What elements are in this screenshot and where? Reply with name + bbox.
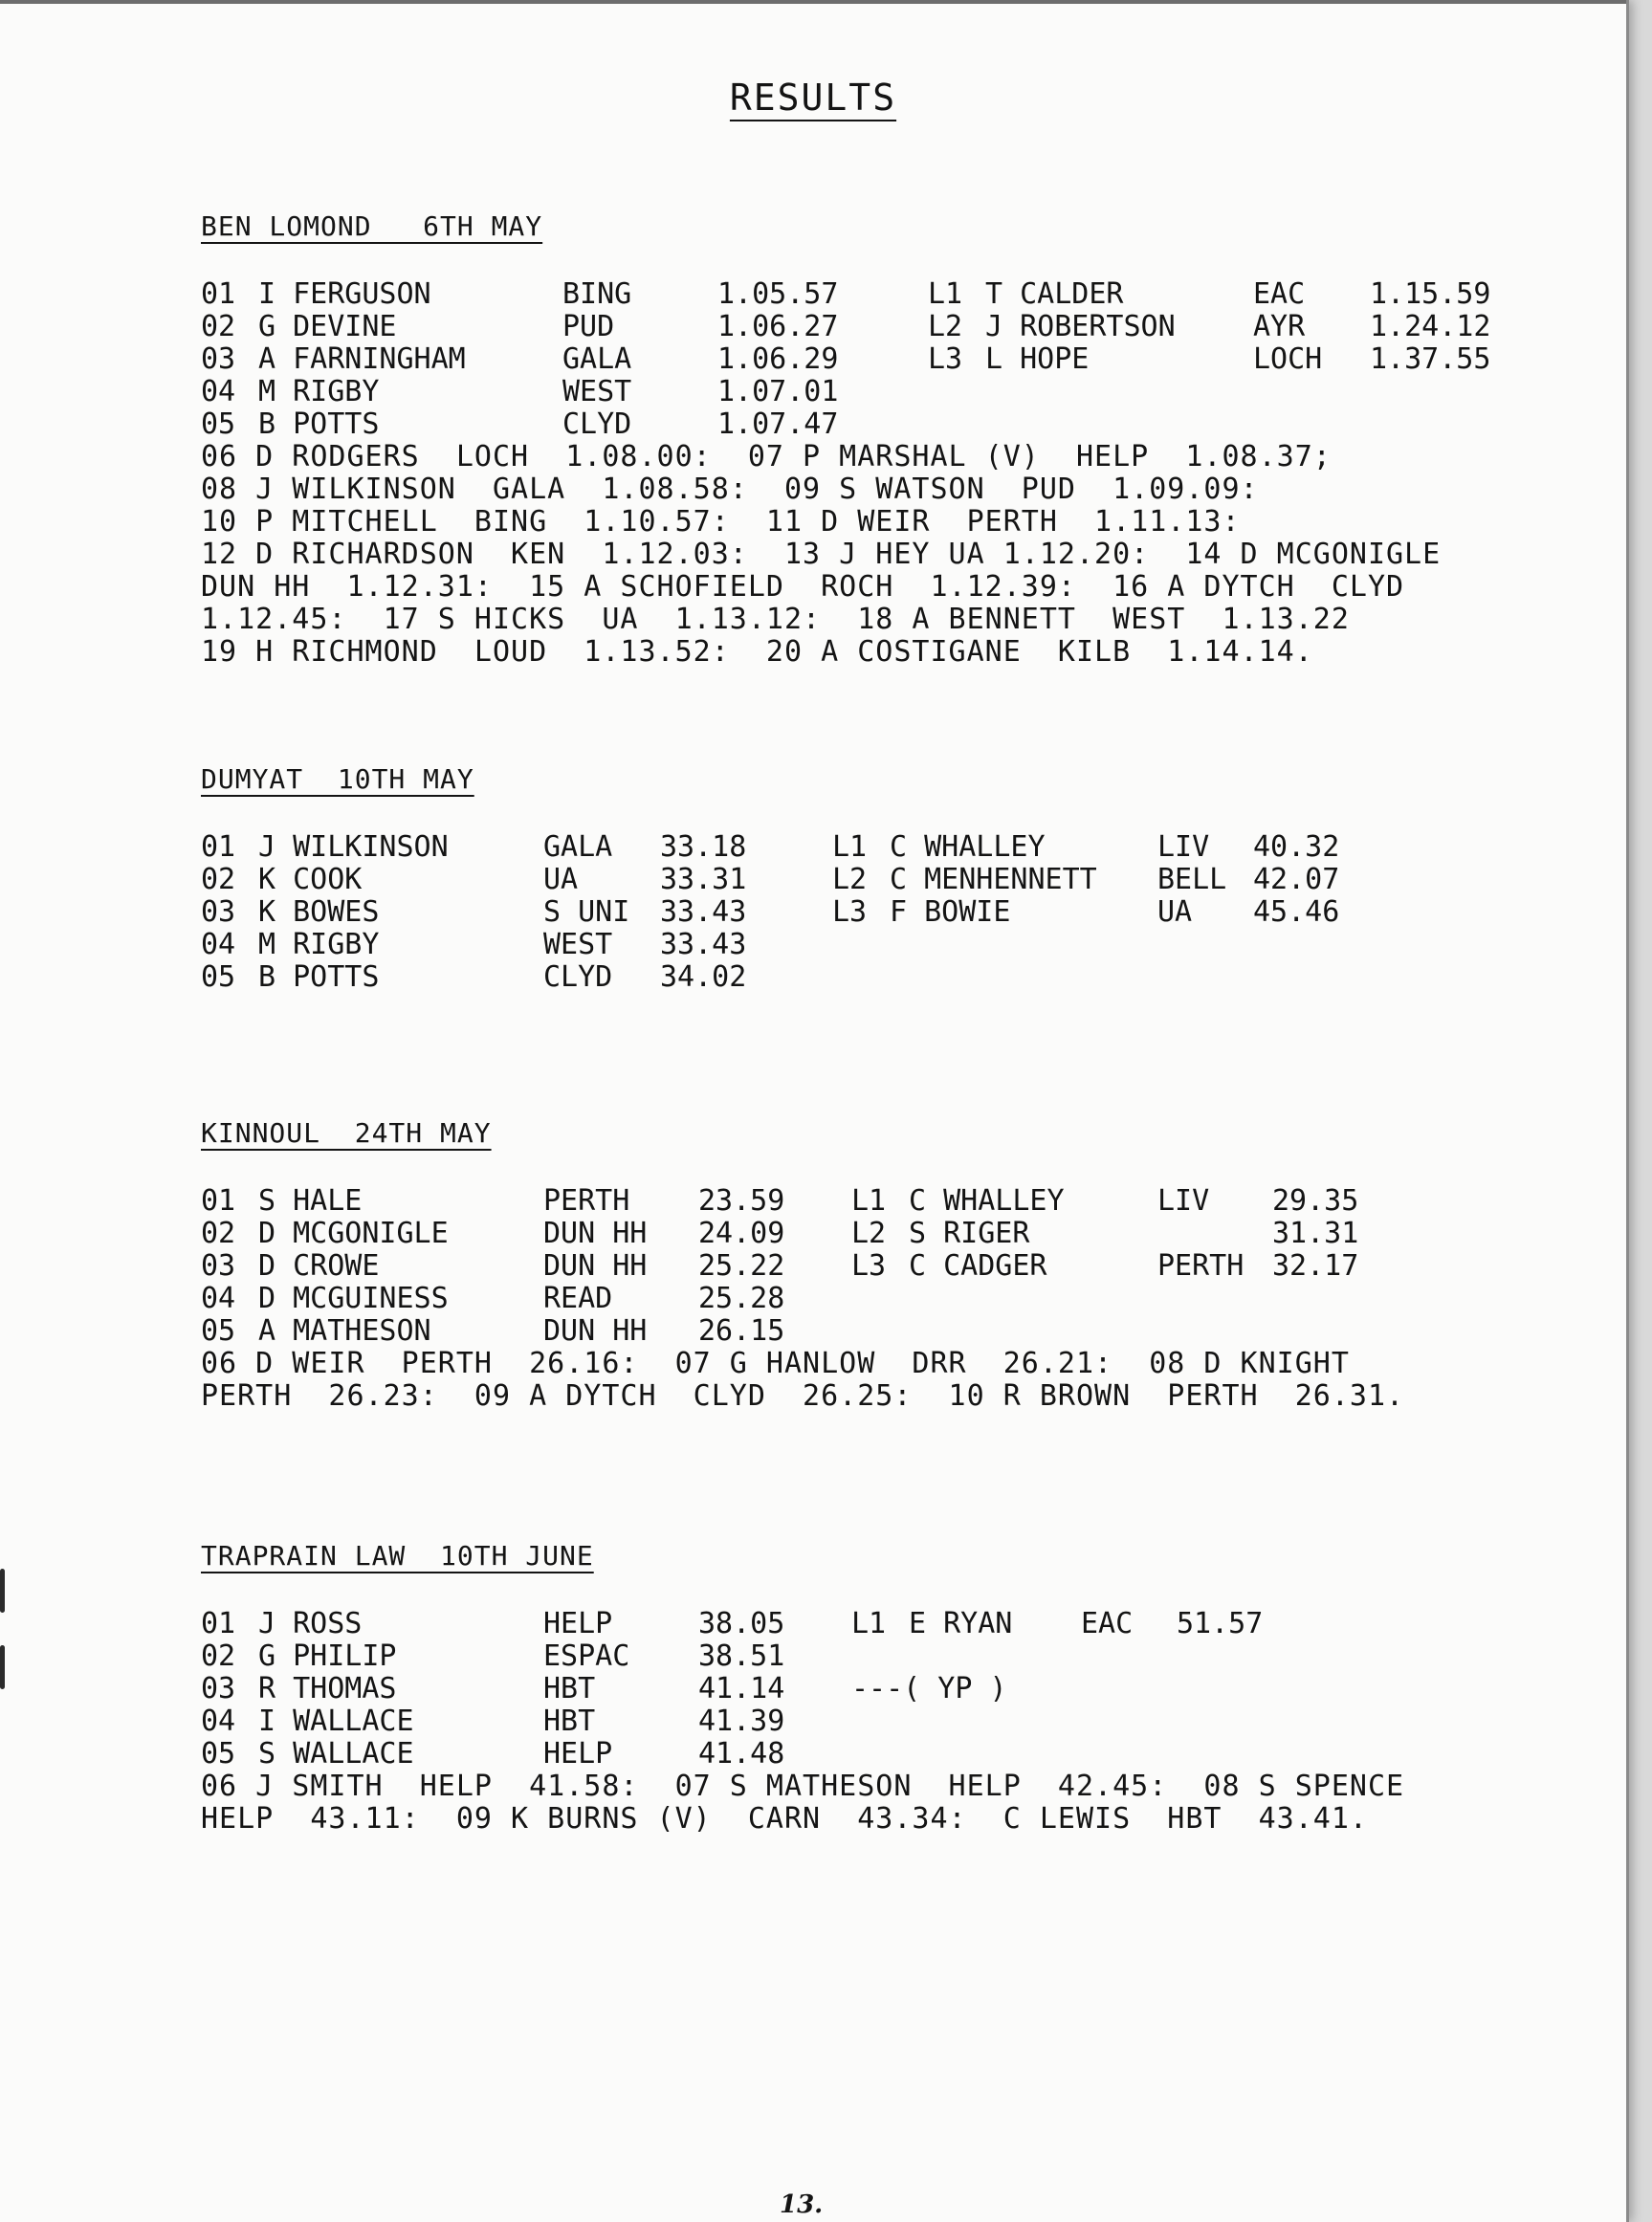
time: 33.43 [660,895,747,929]
results-line: DUN HH 1.12.31: 15 A SCHOFIELD ROCH 1.12.39: 16 A DYTCH CLYD [201,570,1405,604]
club: DUN HH [543,1314,648,1348]
position: 04 [201,375,236,408]
ladies-time: 42.07 [1253,863,1340,896]
position: 01 [201,1607,236,1640]
results-row [201,1673,1540,1705]
ladies-club: LOCH [1253,342,1323,376]
club: WEST [562,375,632,408]
club: DUN HH [543,1217,648,1250]
results-row [201,1608,1540,1640]
ladies-time: 40.32 [1253,830,1340,864]
position: 01 [201,830,236,864]
results-row [201,1738,1540,1771]
race-heading: DUMYAT 10TH MAY [201,763,474,795]
club: PERTH [543,1184,630,1218]
time: 25.22 [698,1249,785,1283]
ladies-club: PERTH [1157,1249,1245,1283]
page-top-edge [0,0,1626,4]
ladies-name: L HOPE [985,342,1090,376]
time: 34.02 [660,960,747,994]
results-row [201,1315,1540,1348]
position: 03 [201,342,236,376]
race-heading: TRAPRAIN LAW 10TH JUNE [201,1540,594,1572]
club: DUN HH [543,1249,648,1283]
club: GALA [543,830,613,864]
position: 02 [201,863,236,896]
results-table [201,831,1540,994]
results-row [201,343,1540,376]
ladies-club: LIV [1157,1184,1210,1218]
runner-name: B POTTS [258,407,380,441]
ladies-time: 51.57 [1177,1607,1264,1640]
position: 05 [201,960,236,994]
club: HELP [543,1607,613,1640]
results-line: 19 H RICHMOND LOUD 1.13.52: 20 A COSTIGANE KILB 1.14.14. [201,635,1313,669]
results-line: 12 D RICHARDSON KEN 1.12.03: 13 J HEY UA 1.12.20: 14 D MCGONIGLE [201,538,1442,571]
ladies-club: UA [1157,895,1193,929]
club: CLYD [562,407,632,441]
runner-name: S HALE [258,1184,363,1218]
runner-name: K BOWES [258,895,380,929]
results-row [201,278,1540,311]
time: 41.14 [698,1672,785,1705]
position: 02 [201,1639,236,1673]
results-row [201,1250,1540,1283]
ladies-position: L3 [851,1249,887,1283]
results-row [201,1640,1540,1673]
club: UA [543,863,579,896]
position: 01 [201,1184,236,1218]
ladies-time: 45.46 [1253,895,1340,929]
time: 1.06.29 [717,342,839,376]
results-row [201,311,1540,343]
time: 1.06.27 [717,310,839,343]
time: 38.05 [698,1607,785,1640]
runner-name: G DEVINE [258,310,397,343]
ladies-name: C WHALLEY [890,830,1046,864]
ladies-position: L3 [928,342,963,376]
position: 04 [201,928,236,961]
ladies-club: LIV [1157,830,1210,864]
results-continuation [201,441,1540,669]
ladies-name: E RYAN [909,1607,1013,1640]
race-section-kinnoul [201,1117,1540,1413]
club: READ [543,1282,613,1315]
time: 1.07.47 [717,407,839,441]
time: 38.51 [698,1639,785,1673]
results-table [201,278,1540,441]
results-line: 10 P MITCHELL BING 1.10.57: 11 D WEIR PERTH 1.11.13: [201,505,1241,539]
runner-name: I WALLACE [258,1705,414,1738]
time: 26.15 [698,1314,785,1348]
results-line: 1.12.45: 17 S HICKS UA 1.13.12: 18 A BENNETT WEST 1.13.22 [201,603,1350,636]
results-line: 08 J WILKINSON GALA 1.08.58: 09 S WATSON PUD 1.09.09: [201,473,1259,506]
results-row [201,1283,1540,1315]
position: 03 [201,1672,236,1705]
results-continuation [201,1771,1540,1836]
runner-name: I FERGUSON [258,277,431,311]
results-line: 06 D WEIR PERTH 26.16: 07 G HANLOW DRR 26.21: 08 D KNIGHT [201,1347,1350,1380]
runner-name: S WALLACE [258,1737,414,1771]
ladies-name: C MENHENNETT [890,863,1097,896]
position: 02 [201,310,236,343]
results-line: 06 J SMITH HELP 41.58: 07 S MATHESON HELP 42.45: 08 S SPENCE [201,1770,1405,1803]
runner-name: J WILKINSON [258,830,449,864]
time: 24.09 [698,1217,785,1250]
runner-name: A FARNINGHAM [258,342,466,376]
position: 04 [201,1705,236,1738]
club: HELP [543,1737,613,1771]
binding-hole-mark [0,1569,5,1613]
time: 41.39 [698,1705,785,1738]
position: 02 [201,1217,236,1250]
ladies-time: 31.31 [1272,1217,1359,1250]
binding-hole-mark [0,1645,5,1689]
club: ESPAC [543,1639,630,1673]
results-row [201,864,1540,896]
ladies-time: 1.37.55 [1370,342,1491,376]
club: S UNI [543,895,630,929]
results-row [201,376,1540,408]
results-line: HELP 43.11: 09 K BURNS (V) CARN 43.34: C LEWIS HBT 43.41. [201,1802,1368,1836]
ladies-position: L1 [851,1184,887,1218]
position: 05 [201,407,236,441]
runner-name: M RIGBY [258,375,380,408]
ladies-name: J ROBERTSON [985,310,1176,343]
results-line: 06 D RODGERS LOCH 1.08.00: 07 P MARSHAL (V) HELP 1.08.37; [201,440,1332,473]
runner-name: G PHILIP [258,1639,397,1673]
ladies-position: L1 [928,277,963,311]
page-number: 13. [780,2190,824,2219]
time: 1.07.01 [717,375,839,408]
results-row [201,1218,1540,1250]
results-row [201,896,1540,929]
race-section-traprain-law [201,1540,1540,1836]
position: 05 [201,1314,236,1348]
runner-name: B POTTS [258,960,380,994]
time: 1.05.57 [717,277,839,311]
results-continuation [201,1348,1540,1413]
results-line: PERTH 26.23: 09 A DYTCH CLYD 26.25: 10 R BROWN PERTH 26.31. [201,1379,1405,1413]
time: 33.31 [660,863,747,896]
club: PUD [562,310,615,343]
runner-name: J ROSS [258,1607,363,1640]
ladies-name: F BOWIE [890,895,1011,929]
race-section-ben-lomond [201,210,1540,669]
ladies-position: L1 [832,830,868,864]
runner-name: D MCGUINESS [258,1282,449,1315]
club: WEST [543,928,613,961]
ladies-time: 29.35 [1272,1184,1359,1218]
results-table [201,1185,1540,1348]
club: HBT [543,1705,596,1738]
runner-name: A MATHESON [258,1314,431,1348]
results-row [201,831,1540,864]
ladies-club: EAC [1081,1607,1134,1640]
runner-name: D CROWE [258,1249,380,1283]
ladies-time: 1.24.12 [1370,310,1491,343]
ladies-name: T CALDER [985,277,1124,311]
position: 04 [201,1282,236,1315]
time: 25.28 [698,1282,785,1315]
ladies-position: L2 [928,310,963,343]
position: 03 [201,895,236,929]
annotation-yp: ---( YP ) [851,1672,1007,1705]
runner-name: M RIGBY [258,928,380,961]
results-table [201,1608,1540,1771]
position: 01 [201,277,236,311]
ladies-position: L1 [851,1607,887,1640]
ladies-position: L2 [832,863,868,896]
club: HBT [543,1672,596,1705]
ladies-club: AYR [1253,310,1306,343]
page-title-text: RESULTS [729,77,897,119]
ladies-name: C WHALLEY [909,1184,1065,1218]
ladies-time: 32.17 [1272,1249,1359,1283]
results-row [201,1185,1540,1218]
page-title [0,77,1626,119]
ladies-time: 1.15.59 [1370,277,1491,311]
race-section-dumyat [201,763,1540,994]
ladies-name: S RIGER [909,1217,1030,1250]
club: GALA [562,342,632,376]
position: 05 [201,1737,236,1771]
ladies-position: L2 [851,1217,887,1250]
club: CLYD [543,960,613,994]
position: 03 [201,1249,236,1283]
ladies-club: EAC [1253,277,1306,311]
time: 33.18 [660,830,747,864]
ladies-position: L3 [832,895,868,929]
runner-name: R THOMAS [258,1672,397,1705]
results-row [201,408,1540,441]
time: 41.48 [698,1737,785,1771]
ladies-club: BELL [1157,863,1227,896]
time: 33.43 [660,928,747,961]
results-row [201,929,1540,961]
results-row [201,1705,1540,1738]
race-heading: KINNOUL 24TH MAY [201,1117,492,1149]
ladies-name: C CADGER [909,1249,1047,1283]
runner-name: D MCGONIGLE [258,1217,449,1250]
results-row [201,961,1540,994]
time: 23.59 [698,1184,785,1218]
race-heading: BEN LOMOND 6TH MAY [201,210,543,242]
club: BING [562,277,632,311]
runner-name: K COOK [258,863,363,896]
